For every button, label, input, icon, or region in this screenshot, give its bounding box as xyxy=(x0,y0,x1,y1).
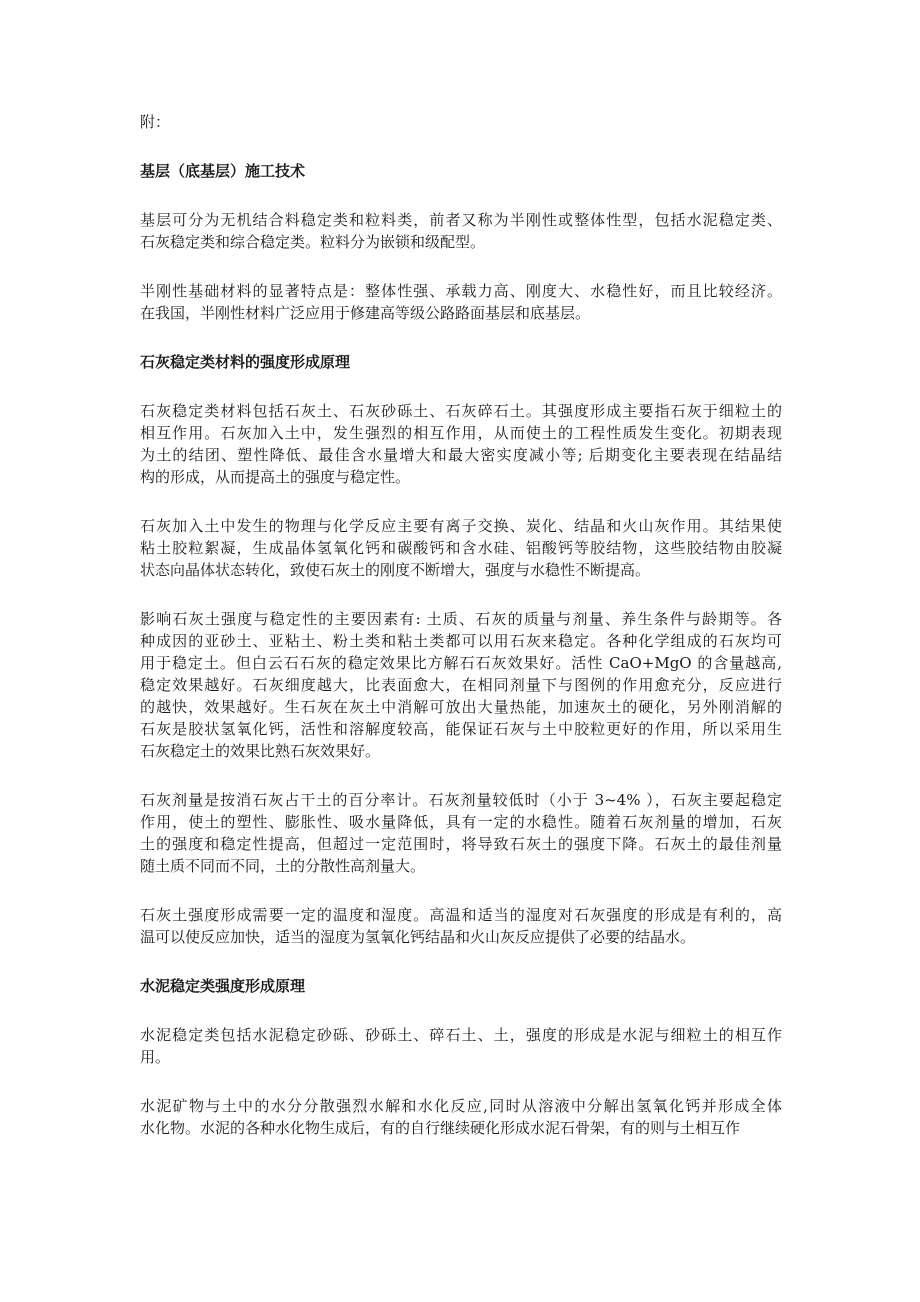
spacer xyxy=(140,488,782,515)
paragraph-line: 状态向晶体状态转化，致使石灰土的刚度不断增大，强度与水稳性不断提高。 xyxy=(140,561,651,579)
paragraph-line: 用于稳定土。但白云石石灰的稳定效果比方解石石灰效果好。活性 CaO+MgO 的含量越高, xyxy=(140,654,782,672)
paragraph xyxy=(140,608,782,762)
paragraph-line: 粘土胶粒絮凝，生成晶体氢氧化钙和碳酸钙和含水硅、铝酸钙等胶结物，这些胶结物由胶凝 xyxy=(140,539,782,557)
paragraph-line: 石灰稳定类材料包括石灰土、石灰砂砾土、石灰碎石土。其强度形成主要指石灰于细粒土的 xyxy=(140,402,782,420)
paragraph-line: 影响石灰土强度与稳定性的主要因素有: 土质、石灰的质量与剂量、养生条件与龄期等。各 xyxy=(140,610,782,628)
paragraph-line: 相互作用。石灰加入土中，发生强烈的相互作用，从而使土的工程性质发生变化。初期表现 xyxy=(140,424,782,442)
paragraph xyxy=(140,400,782,488)
section-heading: 水泥稳定类强度形成原理 xyxy=(140,977,306,995)
paragraph-line: 半刚性基础材料的显著特点是：整体性强、承载力高、刚度大、水稳性好，而且比较经济。 xyxy=(140,282,782,300)
paragraph-line: 水泥稳定类包括水泥稳定砂砾、砂砾土、碎石土、土，强度的形成是水泥与细粒土的相互作 xyxy=(140,1026,782,1044)
paragraph-line: 石灰土强度形成需要一定的温度和湿度。高温和适当的湿度对石灰强度的形成是有利的，高 xyxy=(140,906,782,924)
paragraph-line: 温可以使反应加快，适当的湿度为氢氧化钙结晶和火山灰反应提供了必要的结晶水。 xyxy=(140,928,696,946)
paragraph-line: 种成因的亚砂土、亚粘土、粉土类和粘土类都可以用石灰来稳定。各种化学组成的石灰均可 xyxy=(140,632,782,650)
spacer xyxy=(140,581,782,608)
spacer xyxy=(140,1068,782,1095)
paragraph-line: 为土的结团、塑性降低、最佳含水量增大和最大密实度减小等; 后期变化主要表现在结晶结 xyxy=(140,446,782,464)
paragraph-line: 随土质不同而不同，土的分散性高剂量大。 xyxy=(140,857,426,875)
paragraph xyxy=(140,789,782,877)
paragraph xyxy=(140,1024,782,1068)
paragraph-line: 作用，使土的塑性、膨胀性、吸水量降低，具有一定的水稳性。随着石灰剂量的增加，石灰 xyxy=(140,813,782,831)
paragraph-line: 稳定效果越好。石灰细度越大，比表面愈大，在相同剂量下与图例的作用愈充分，反应进行 xyxy=(140,676,782,694)
paragraph-line: 石灰是胶状氢氧化钙，活性和溶解度较高，能保证石灰与土中胶粒更好的作用，所以采用生 xyxy=(140,720,782,738)
spacer xyxy=(140,762,782,789)
appendix-label: 附： xyxy=(140,113,171,131)
paragraph-line: 石灰稳定土的效果比熟石灰效果好。 xyxy=(140,742,381,760)
section-heading: 基层（底基层）施工技术 xyxy=(140,162,306,180)
paragraph-line: 石灰加入土中发生的物理与化学反应主要有离子交换、炭化、结晶和火山灰作用。其结果使 xyxy=(140,517,782,535)
spacer xyxy=(140,182,782,209)
paragraph xyxy=(140,904,782,948)
paragraph-line: 水化物。水泥的各种水化物生成后，有的自行继续硬化形成水泥石骨架，有的则与土相互作 xyxy=(140,1119,741,1137)
spacer xyxy=(140,877,782,904)
paragraph-line: 石灰稳定类和综合稳定类。粒料分为嵌锁和级配型。 xyxy=(140,233,486,251)
paragraph-line: 构的形成，从而提高土的强度与稳定性。 xyxy=(140,468,411,486)
paragraph-line: 在我国，半刚性材料广泛应用于修建高等级公路路面基层和底基层。 xyxy=(140,304,591,322)
paragraph-line: 石灰剂量是按消石灰占干土的百分率计。石灰剂量较低时（小于 3~4% ），石灰主要起稳定 xyxy=(140,791,782,809)
paragraph-line: 用。 xyxy=(140,1048,171,1066)
paragraph-line: 的越快，效果越好。生石灰在灰土中消解可放出大量热能，加速灰土的硬化，另外刚消解的 xyxy=(140,698,782,716)
spacer xyxy=(140,324,782,351)
document-page xyxy=(140,111,782,1139)
paragraph xyxy=(140,515,782,581)
paragraph-line: 水泥矿物与土中的水分分散强烈水解和水化反应,同时从溶液中分解出氢氧化钙并形成全体 xyxy=(140,1097,782,1115)
paragraph xyxy=(140,1095,782,1139)
spacer xyxy=(140,373,782,400)
spacer xyxy=(140,253,782,280)
section-heading: 石灰稳定类材料的强度形成原理 xyxy=(140,353,351,371)
paragraph xyxy=(140,209,782,253)
spacer xyxy=(140,133,782,160)
spacer xyxy=(140,948,782,975)
spacer xyxy=(140,997,782,1024)
paragraph xyxy=(140,280,782,324)
paragraph-line: 土的强度和稳定性提高，但超过一定范围时，将导致石灰土的强度下降。石灰土的最佳剂量 xyxy=(140,835,782,853)
paragraph-line: 基层可分为无机结合料稳定类和粒料类，前者又称为半刚性或整体性型，包括水泥稳定类、 xyxy=(140,211,782,229)
